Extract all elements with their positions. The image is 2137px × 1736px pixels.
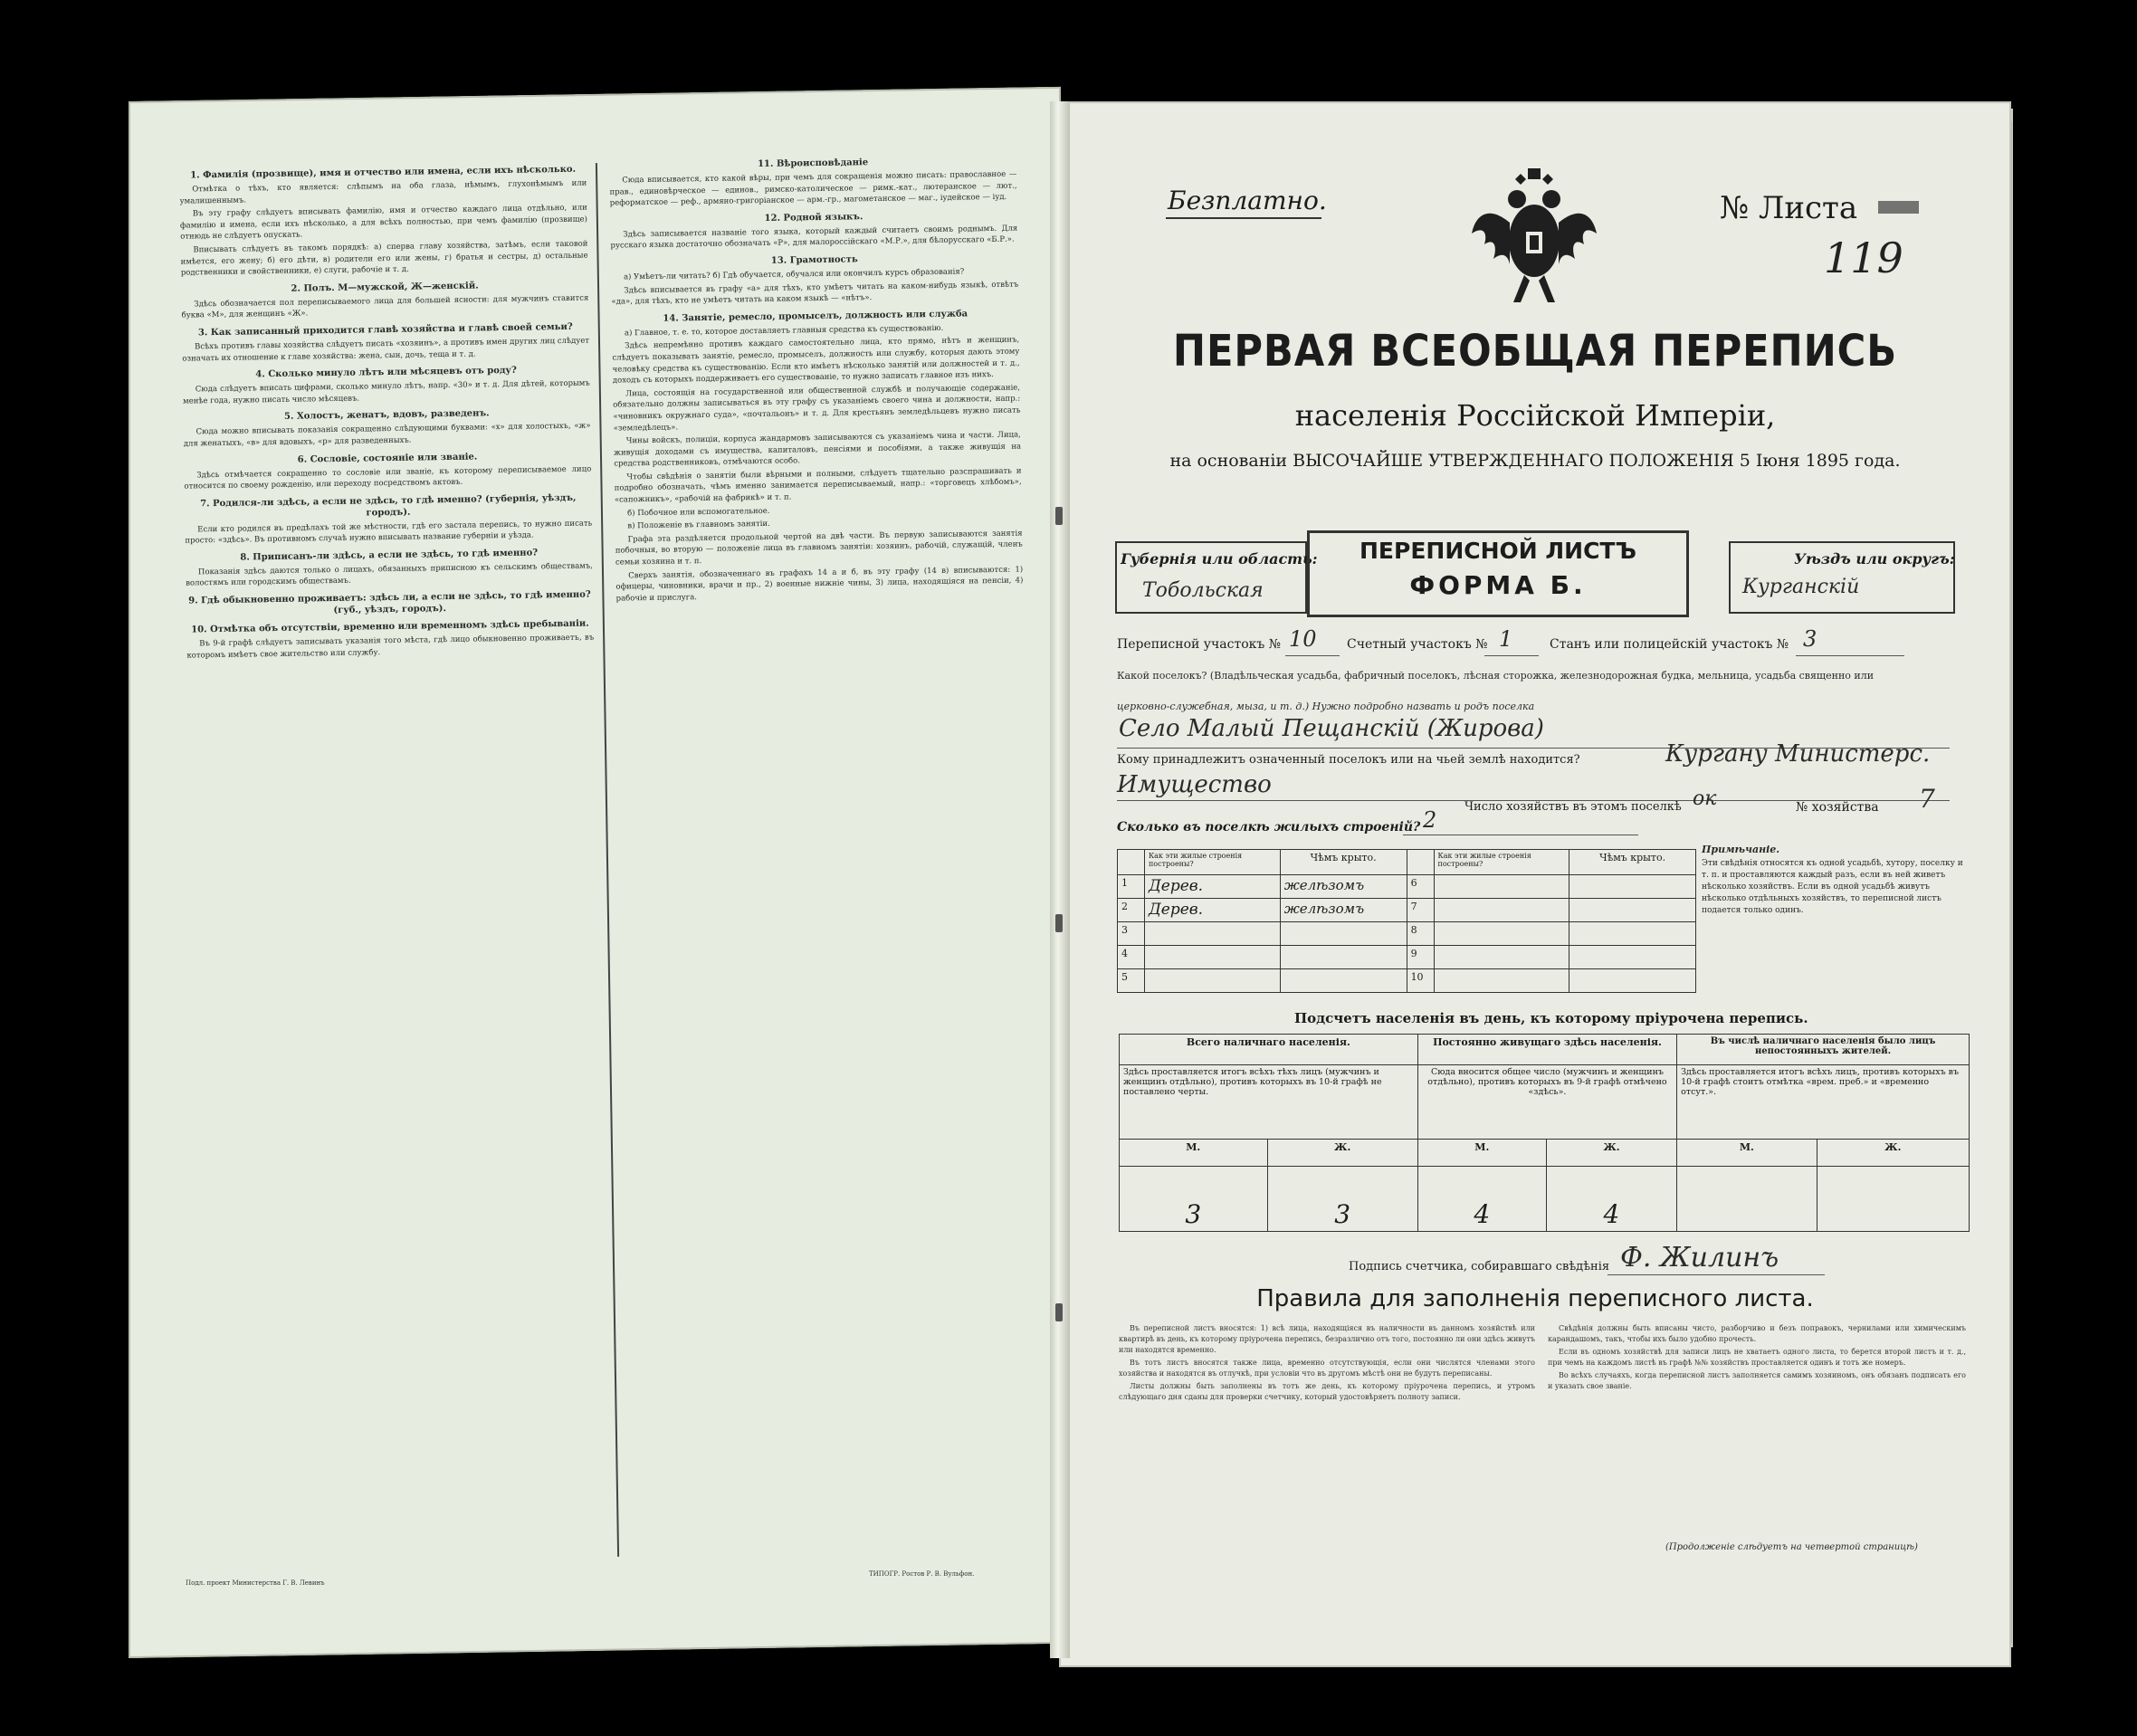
- pop-permanent-desc: Сюда вносится общее число (мужчинъ и женщинъ отдѣльно), противъ которыхъ въ 9-й графѣ отмѣчено «здѣсь».: [1417, 1065, 1676, 1140]
- sheet-number-mark: [1878, 201, 1919, 214]
- instruction-heading: 9. Гдѣ обыкновенно проживаетъ: здѣсь ли, а если не здѣсь, то гдѣ именно? (губ., уѣздъ, городъ).: [188, 589, 591, 616]
- pop-female-header: Ж.: [1817, 1140, 1969, 1167]
- census-district-line: [1285, 655, 1340, 656]
- police-district-line: [1796, 655, 1904, 656]
- building-material: Дерев.: [1144, 899, 1280, 922]
- pop-female-count: [1817, 1167, 1969, 1232]
- instruction-paragraph: Сюда вписывается, кто какой вѣры, при чемъ для сокращенія можно писать: православное — прав., единовѣрческое — единов., римско-католическое — римк.-кат., лютеранское — лют., реформатское — реф., армяно-григоріанское — арм.-гр., магометанское — маг., іудейское — іуд.: [609, 169, 1017, 208]
- pop-permanent-header: Постоянно живущаго здѣсь населенія.: [1417, 1035, 1676, 1065]
- population-table: [1119, 1034, 1970, 1232]
- instruction-paragraph: Показанія здѣсь даются только о лицахъ, обязанныхъ приписною къ сельскимъ обществамъ, волостямъ или городскимъ обществамъ.: [186, 561, 594, 589]
- uezd-label: Уѣздъ или округъ:: [1794, 550, 1955, 568]
- instruction-paragraph: Здѣсь непремѣнно противъ каждаго самостоятельно лица, кто прямо, нѣтъ и женщинъ, слѣдуетъ показывать занятіе, ремесло, промыселъ, должность или службу, которыя дають этому человѣку средства къ существованію. Если кто имѣетъ нѣсколько занятій или должностей и т. д., доходъ съ которыхъ поддерживаетъ его существованіе, то нужно записать главное изъ нихъ.: [612, 335, 1020, 386]
- free-of-charge-label: Безплатно.: [1168, 186, 1327, 215]
- pop-female-header: Ж.: [1546, 1140, 1676, 1167]
- instruction-paragraph: Чтобы свѣдѣнія о занятіи были вѣрными и полными, слѣдуетъ тщательно разспрашивать и подробно обозначать, чѣмъ именно занимается переписываемый, напр.: «торговецъ хлѣбомъ», «сапожникъ», «рабочій на фабрикѣ» и т. п.: [614, 466, 1022, 505]
- instruction-heading: 2. Полъ. М—мужской, Ж—женскій.: [291, 281, 479, 294]
- pop-temporary-desc: Здѣсь проставляется итогъ всѣхъ лицъ, противъ которыхъ въ 10-й графѣ стоитъ отмѣтка «врем. преб.» и «временно отсут.».: [1677, 1065, 1970, 1140]
- instruction-paragraph: Всѣхъ противъ главы хозяйства слѣдуетъ писать «хозяинъ», а противъ имен других лиц слѣдует означать их отношение к главе хозяйства: жена, сын, дочь, теща и т. д.: [182, 336, 590, 364]
- instruction-paragraph: Отмѣтка о тѣхъ, кто является: слѣпымъ на оба глаза, нѣмымъ, глухонѣмымъ или умалишеннымъ.: [179, 178, 587, 206]
- instruction-paragraph: б) Побочное или вспомогательное.: [627, 506, 770, 519]
- pop-female-count: 4: [1546, 1167, 1676, 1232]
- building-material: [1434, 922, 1569, 946]
- building-material: [1434, 969, 1569, 993]
- rules-continuation: (Продолженіе слѣдуетъ на четвертой страницѣ): [1665, 1542, 1918, 1552]
- census-legal-basis: на основаніи ВЫСОЧАЙШЕ УТВЕРЖДЕННАГО ПОЛОЖЕНІЯ 5 Іюня 1895 года.: [1169, 451, 1901, 471]
- buildings-row: [1118, 946, 1696, 969]
- rules-column-2: [1548, 1323, 1966, 1540]
- instructions-column-1: [179, 158, 608, 1559]
- pop-male-count: 4: [1417, 1167, 1546, 1232]
- census-subtitle: населенія Россійской Имперіи,: [1294, 398, 1776, 433]
- buildings-table: [1117, 849, 1696, 993]
- instruction-heading: 11. Вѣроисповѣданіе: [757, 157, 869, 170]
- rules-paragraph: Во всѣхъ случаяхъ, когда переписной листъ заполняется самимъ хозяиномъ, онъ обязанъ подписать его и указать свое званіе.: [1548, 1371, 1966, 1390]
- buildings-col-roof-header-2: Чѣмъ крыто.: [1569, 850, 1696, 875]
- buildings-row: [1118, 899, 1696, 922]
- building-roof: [1569, 899, 1696, 922]
- building-number: 4: [1118, 946, 1145, 969]
- buildings-row: [1118, 969, 1696, 993]
- left-footer-imprint: Подл. проект Министерства Г. В. Левинъ: [186, 1579, 325, 1587]
- instruction-paragraph: Здѣсь обозначается пол переписываемого лица для большей ясности: для мужчинъ ставится буква «М», для женщинъ «Ж».: [181, 293, 589, 320]
- building-roof: [1569, 946, 1696, 969]
- census-district-label: Переписной участокъ №: [1117, 637, 1281, 652]
- building-roof: желѣзомъ: [1280, 899, 1407, 922]
- building-material: [1434, 875, 1569, 899]
- instructions-column-2: [609, 149, 1038, 1550]
- left-footer-printer: ТИПОГР. Ростов Р. В. Вульфон.: [869, 1570, 975, 1578]
- pop-male-header: М.: [1417, 1140, 1546, 1167]
- instruction-paragraph: Сюда слѣдуетъ вписать цифрами, сколько минуло лѣтъ, напр. «30» и т. д. Для дѣтей, которымъ менѣе года, нужно писать число мѣсяцевъ.: [182, 378, 590, 406]
- building-roof: [1280, 922, 1407, 946]
- building-material: [1144, 922, 1280, 946]
- instruction-paragraph: Въ 9-й графѣ слѣдуетъ записывать указанія того мѣста, гдѣ лицо обыкновенно проживаетъ, въ которомъ имѣетъ свое жительство или службу.: [186, 633, 595, 661]
- buildings-col-roof-header: Чѣмъ крыто.: [1280, 850, 1407, 875]
- building-number: 2: [1118, 899, 1145, 922]
- uezd-value: Курганскій: [1742, 576, 1860, 598]
- buildings-value: 2: [1423, 807, 1437, 833]
- census-district-value: 10: [1289, 626, 1317, 652]
- instruction-heading: 1. Фамилія (прозвище), имя и отчество или имена, если ихъ нѣсколько.: [190, 164, 577, 181]
- buildings-col-built-header-2: Как эти жилые строенія построены?: [1434, 850, 1569, 875]
- pop-male-count: [1677, 1167, 1817, 1232]
- owner-label: Кому принадлежитъ означенный поселокъ или на чьей землѣ находится?: [1117, 753, 1580, 767]
- owner-value-2: Имущество: [1117, 771, 1272, 798]
- rules-paragraph: Въ тотъ листъ вносятся также лица, временно отсутствующія, если они числятся членами этого хозяйства и находятся въ отлучкѣ, при условіи что въ другомъ мѣстѣ они не будутъ переписаны.: [1119, 1359, 1535, 1378]
- sheet-number-label: № Листа: [1720, 190, 1858, 226]
- building-number: 6: [1407, 875, 1434, 899]
- rules-paragraph: Листы должны быть заполнены въ тотъ же день, къ которому пріурочена перепись, и утромъ слѣдующаго дня сданы для проверки счетчику, который удостовѣряетъ полноту записи.: [1119, 1382, 1535, 1401]
- counter-signature: Ф. Жилинъ: [1620, 1242, 1779, 1273]
- instruction-heading: 4. Сколько минуло лѣтъ или мѣсяцевъ отъ роду?: [255, 365, 517, 380]
- instruction-heading: 7. Родился-ли здѣсь, а если не здѣсь, то гдѣ именно? (губернія, уѣздъ, городъ).: [200, 492, 577, 519]
- instruction-heading: 14. Занятіе, ремесло, промыселъ, должность или служба: [663, 309, 968, 324]
- form-title-main: ПЕРЕПИСНОЙ ЛИСТЪ: [1359, 538, 1636, 564]
- building-roof: [1280, 946, 1407, 969]
- instruction-paragraph: Сверхъ занятія, обозначеннаго въ графахъ 14 а и б, въ эту графу (14 в) вписываются: 1) офицеры, чиновники, врачи и пр., 2) военные нижніе чины, 3) лица, находящіяся на пенсіи, 4) рабочіе и прислуга.: [615, 565, 1024, 604]
- instruction-paragraph: в) Положеніе въ главномъ занятіи.: [627, 520, 770, 531]
- building-number: 3: [1118, 922, 1145, 946]
- gubernia-label: Губернія или область:: [1121, 550, 1318, 568]
- instruction-paragraph: Сюда можно вписывать показанія сокращенно слѣдующими буквами: «х» для холостыхъ, «ж» для женатыхъ, «в» для вдовыхъ, «р» для разведенныхъ.: [183, 421, 591, 449]
- building-material: [1144, 969, 1280, 993]
- building-material: [1144, 946, 1280, 969]
- instruction-heading: 10. Отмѣтка объ отсутствіи, временно или временномъ здѣсь пребываніи.: [191, 618, 589, 635]
- police-district-value: 3: [1803, 626, 1817, 652]
- signature-label: Подпись счетчика, собиравшаго свѣдѣнія: [1349, 1260, 1610, 1273]
- note-text: Эти свѣдѣнія относятся къ одной усадьбѣ, хутору, поселку и т. п. и проставляются каждый разъ, если въ ней живетъ нѣсколько хозяйствъ. Если въ одной усадьбѣ живутъ нѣсколько отдѣльныхъ хозяйствъ, то переписной листъ подается только одинъ.: [1702, 859, 1963, 915]
- pop-male-count: 3: [1120, 1167, 1268, 1232]
- counting-district-label: Счетный участокъ №: [1347, 637, 1488, 652]
- building-material: [1434, 899, 1569, 922]
- binding-staple: [1055, 914, 1063, 932]
- instruction-heading: 8. Приписанъ-ли здѣсь, а если не здѣсь, то гдѣ именно?: [240, 548, 539, 563]
- building-number: 10: [1407, 969, 1434, 993]
- instruction-paragraph: а) Главное, т. е. то, которое доставляетъ главныя средства къ существованію.: [624, 323, 944, 339]
- counting-district-value: 1: [1499, 626, 1513, 652]
- instruction-paragraph: Здѣсь записывается названіе того языка, который каждый считаетъ своимъ роднымъ. Для русскаго языка достаточно обозначать «Р», для малороссійскаго «М.Р.», для бѣлорусскаго «Б.Р.».: [610, 224, 1018, 251]
- building-roof: [1569, 969, 1696, 993]
- building-number: 8: [1407, 922, 1434, 946]
- rules-paragraph: Если въ одномъ хозяйствѣ для записи лицъ не хватаетъ одного листа, то берется второй листъ и т. д., при чемъ на каждомъ листѣ въ графѣ №№ хозяйствъ проставляется одинъ и тотъ же номеръ.: [1548, 1348, 1966, 1367]
- instruction-heading: 12. Родной языкъ.: [764, 212, 863, 224]
- pop-temporary-header: Въ числѣ наличнаго населенія было лицъ непостоянныхъ жителей.: [1677, 1035, 1970, 1065]
- buildings-row: [1118, 875, 1696, 899]
- building-roof: [1569, 875, 1696, 899]
- buildings-col-built-header: Как эти жилые строенія построены?: [1144, 850, 1280, 875]
- building-roof: [1569, 922, 1696, 946]
- pop-male-header: М.: [1120, 1140, 1268, 1167]
- instruction-paragraph: Лица, состоящія на государственной или общественной службѣ и получающіе содержаніе, обязательно должны записываться въ эту графу съ указаніемъ своего чина и должности, напр.: «чиновникъ окружнаго суда», «почтальонъ» и т. д. Для крестьянъ земледѣльцевъ нужно писать «земледѣлецъ».: [613, 383, 1021, 434]
- building-roof: желѣзомъ: [1280, 875, 1407, 899]
- instruction-paragraph: Вписывать слѣдуетъ въ такомъ порядкѣ: а) сперва главу хозяйства, затѣмъ, если таковой имѣется, его жену; б) его дѣти, в) родители его или жены, г) братья и сестры, д) остальные родственники и свойственники, е) слуги, рабочіе и т. д.: [180, 239, 588, 278]
- settlement-type-label-2: церковно-служебная, мыза, и т. д.) Нужно подробно назвать и родъ поселка: [1117, 701, 1535, 712]
- census-title: ПЕРВАЯ ВСЕОБЩАЯ ПЕРЕПИСЬ: [1172, 326, 1898, 377]
- gubernia-value: Тобольская: [1142, 579, 1264, 602]
- double-headed-eagle-emblem: [1470, 168, 1598, 306]
- buildings-label: Сколько въ поселкѣ жилыхъ строеній?: [1117, 820, 1421, 835]
- instruction-paragraph: Чины войскъ, полиціи, корпуса жандармовъ записываются съ указаніемъ чина и части. Лица, живущія доходами съ имущества, капиталовъ, пенсіями и пособіями, а также живущія на средства родственниковъ, отмѣчаются особо.: [614, 430, 1022, 469]
- counting-district-line: [1484, 655, 1539, 656]
- building-number: 1: [1118, 875, 1145, 899]
- instruction-heading: 5. Холостъ, женатъ, вдовъ, разведенъ.: [283, 408, 490, 423]
- instruction-heading: 3. Как записанный приходится главѣ хозяйства и главѣ своей семьи?: [197, 321, 573, 339]
- pop-female-header: Ж.: [1267, 1140, 1417, 1167]
- households-value: ок: [1693, 787, 1717, 810]
- instruction-heading: 6. Сословіе, состояніе или званіе.: [297, 451, 478, 465]
- pop-male-header: М.: [1677, 1140, 1817, 1167]
- settlement-type-label: Какой поселокъ? (Владѣльческая усадьба, фабричный поселокъ, лѣсная сторожка, железнодорожная будка, мельница, усадьба священно или: [1117, 670, 1875, 682]
- instruction-heading: 13. Грамотность: [770, 254, 858, 266]
- households-label: Число хозяйствъ въ этомъ поселкѣ: [1464, 800, 1682, 814]
- building-number: 9: [1407, 946, 1434, 969]
- settlement-value: Село Малый Пещанскій (Жирова): [1119, 715, 1544, 742]
- household-number-value: 7: [1919, 784, 1935, 814]
- pop-total-header: Всего наличнаго населенія.: [1120, 1035, 1418, 1065]
- free-label-underline: [1166, 217, 1321, 219]
- instruction-paragraph: Здѣсь вписывается въ графу «а» для тѣхъ, кто умѣетъ читать на каком-нибудь языкѣ, отвѣтъ «да», для тѣхъ, кто не умѣетъ читать на каком языкѣ — «нѣтъ».: [611, 280, 1019, 307]
- rules-title: Правила для заполненія переписного листа.: [1256, 1285, 1814, 1312]
- instruction-paragraph: а) Умѣетъ-ли читать? б) Гдѣ обучается, обучался или окончилъ курсъ образованія?: [623, 267, 965, 282]
- buildings-row: [1118, 922, 1696, 946]
- building-number: 5: [1118, 969, 1145, 993]
- pop-total-desc: Здѣсь проставляется итогъ всѣхъ тѣхъ лицъ (мужчинъ и женщинъ отдѣльно), противъ которыхъ въ 10-й графѣ не поставлено черты.: [1120, 1065, 1418, 1140]
- instruction-paragraph: Если кто родился въ предѣлахъ той же мѣстности, гдѣ его застала перепись, то нужно писать просто: «здѣсь». Въ противномъ случаѣ нужно вписывать название губерніи и уѣзда.: [185, 519, 593, 546]
- rules-paragraph: Въ переписной листъ вносятся: 1) всѣ лица, находящіяся въ наличности въ данномъ хозяйствѣ или квартирѣ въ день, къ которому пріурочена перепись, безразлично отъ того, постоянно ли они здѣсь живутъ или находятся временно.: [1119, 1324, 1535, 1354]
- building-material: Дерев.: [1144, 875, 1280, 899]
- binding-staple: [1055, 507, 1063, 525]
- building-roof: [1280, 969, 1407, 993]
- police-district-label: Станъ или полицейскій участокъ №: [1550, 637, 1789, 652]
- note-title: Примѣчаніе.: [1702, 844, 1780, 855]
- rules-paragraph: Свѣдѣнія должны быть вписаны чисто, разборчиво и безъ поправокъ, чернилами или химическимъ карандашомъ, такъ, чтобы ихъ было удобно прочесть.: [1548, 1324, 1966, 1343]
- building-material: [1434, 946, 1569, 969]
- signature-line: [1608, 1274, 1825, 1275]
- instruction-paragraph: Графа эта раздѣляется продольной чертой на двѣ части. Въ первую записываются занятія побочныя, во вторую — положеніе лица въ главномъ занятіи: хозяинъ, рабочій, служащій, членъ семьи хозяина и т. п.: [615, 529, 1023, 568]
- instruction-paragraph: Здѣсь отмѣчается сокращенно то сословіе или званіе, къ которому переписываемое лицо относится по своему рожденію, или переходу посредствомъ актовъ.: [184, 464, 592, 491]
- instruction-paragraph: Въ эту графу слѣдуетъ вписывать фамилію, имя и отчество каждаго лица отдѣльно, или фамилію и имена, если ихъ нѣсколько, а для всѣхъ полностью, при чемъ фамилію (прозвище) отнюдь не слѣдуетъ опускать.: [179, 203, 588, 242]
- sheet-number-handwritten: 119: [1824, 234, 1903, 282]
- household-number-label: № хозяйства: [1796, 800, 1879, 815]
- population-title: Подсчетъ населенія въ день, къ которому пріурочена перепись.: [1294, 1010, 1808, 1026]
- owner-value-1: Кургану Министерс.: [1665, 740, 1931, 768]
- form-title-type: ФОРМА Б.: [1409, 570, 1587, 600]
- binding-spine: [1050, 101, 1070, 1658]
- building-number: 7: [1407, 899, 1434, 922]
- pop-female-count: 3: [1267, 1167, 1417, 1232]
- rules-column-1: [1119, 1323, 1535, 1559]
